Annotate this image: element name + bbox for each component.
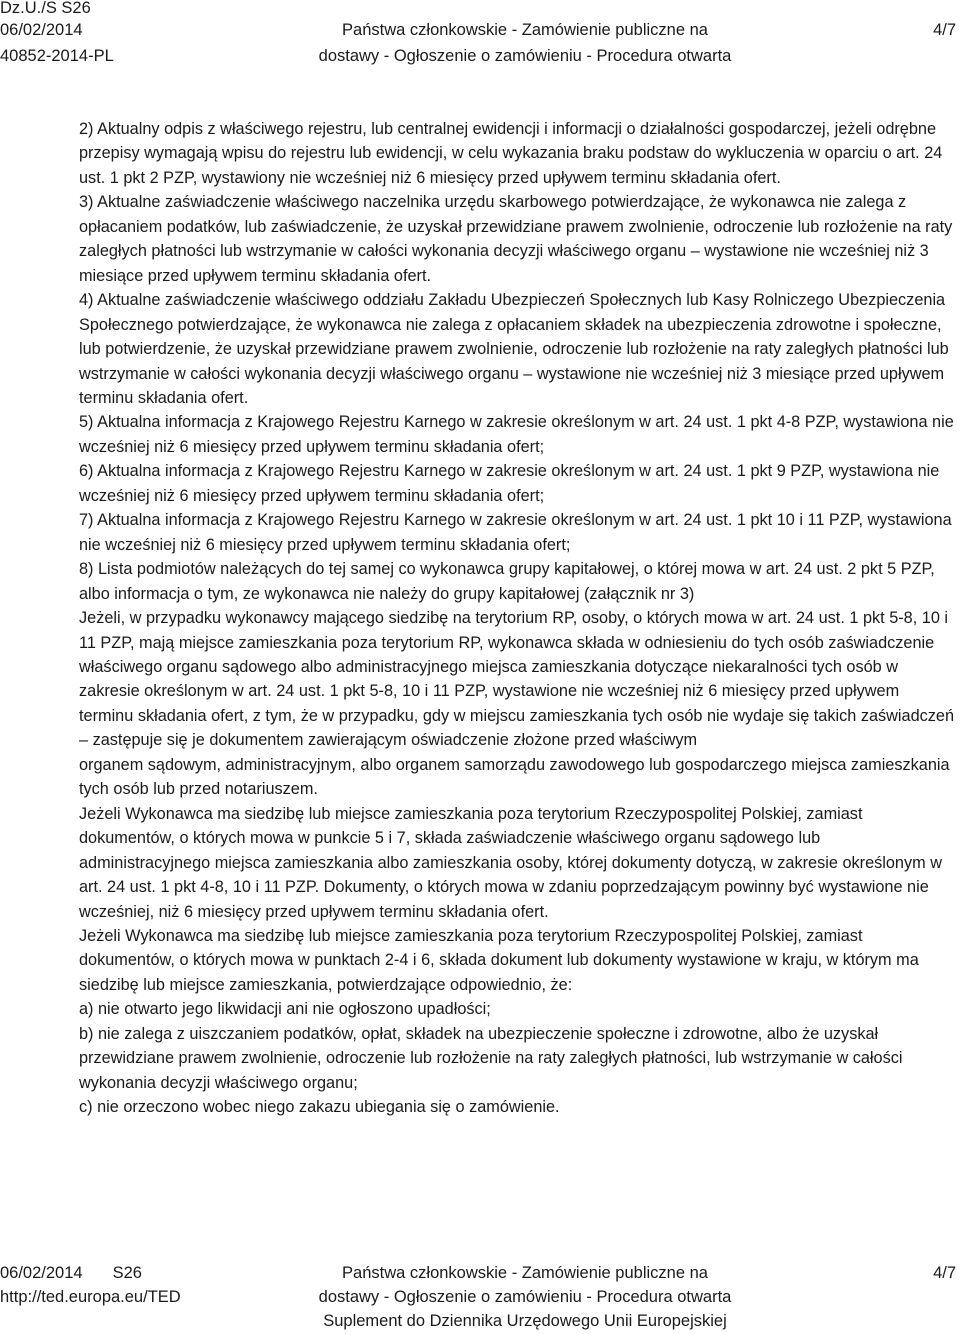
- footer-title-line2: dostawy - Ogłoszenie o zamówieniu - Procedura otwarta: [318, 1288, 732, 1306]
- footer-date: 06/02/2014: [0, 1264, 83, 1282]
- document-body: [79, 117, 955, 1120]
- paragraph: c) nie orzeczono wobec niego zakazu ubiegania się o zamówienie.: [79, 1098, 560, 1117]
- footer-page-number: 4/7: [933, 1264, 956, 1282]
- paragraph: 5) Aktualna informacja z Krajowego Rejestru Karnego w zakresie określonym w art. 24 ust. 1 pkt 4-8 PZP, wystawiona nie wcześniej niż 6 miesięcy przed upływem terminu składania ofert;: [79, 413, 954, 456]
- footer-url: http://ted.europa.eu/TED: [0, 1288, 181, 1306]
- paragraph: Jeżeli Wykonawca ma siedzibę lub miejsce zamieszkania poza terytorium Rzeczypospolitej Polskiej, zamiast dokumentów, o których mowa w punktach 2-4 i 6, składa dokument lub dokumenty wystawione w kraju, w którym ma siedzibę lub miejsce zamieszkania, potwierdzające odpowiednio, że:: [79, 926, 919, 994]
- footer-title-line1: Państwa członkowskie - Zamówienie publiczne na: [342, 1264, 708, 1282]
- paragraph: 2) Aktualny odpis z właściwego rejestru, lub centralnej ewidencji i informacji o działalności gospodarczej, jeżeli odrębne przepisy wymagają wpisu do rejestru lub ewidencji, w celu wykazania braku podstaw do wykluczenia w oparciu o art. 24 ust. 1 pkt 2 PZP, wystawiony nie wcześniej niż 6 miesięcy przed upływem terminu składania ofert.: [79, 120, 943, 187]
- footer-series: S26: [112, 1264, 142, 1282]
- header-date: 06/02/2014: [0, 21, 83, 39]
- header-title-line1: Państwa członkowskie - Zamówienie publiczne na: [342, 21, 708, 39]
- paragraph: Jeżeli Wykonawca ma siedzibę lub miejsce zamieszkania poza terytorium Rzeczypospolitej Polskiej, zamiast dokumentów, o których mowa w punkcie 5 i 7, składa zaświadczenie właściwego organu sądowego lub administracyjnego miejsca zamieszkania albo zamieszkania osoby, której dokumenty dotyczą, w zakresie określonym w art. 24 ust. 1 pkt 4-8, 10 i 11 PZP. Dokumenty, o których mowa w zdaniu poprzedzającym powinny być wystawione nie wcześniej, niż 6 miesięcy przed upływem terminu składania ofert.: [79, 804, 942, 921]
- page-footer: [0, 1262, 960, 1334]
- footer-date-series: [0, 1262, 142, 1285]
- header-title-line2: dostawy - Ogłoszenie o zamówieniu - Procedura otwarta: [318, 47, 732, 65]
- paragraph: 3) Aktualne zaświadczenie właściwego naczelnika urzędu skarbowego potwierdzające, że wykonawca nie zalega z opłacaniem podatków, lub zaświadczenie, że uzyskał przewidziane prawem zwolnienie, odroczenie lub rozłożenie na raty zaległych płatności lub wstrzymanie w całości wykonania decyzji właściwego organu – wystawione nie wcześniej niż 3 miesiące przed upływem terminu składania ofert.: [79, 193, 953, 285]
- paragraph: 8) Lista podmiotów należących do tej samej co wykonawca grupy kapitałowej, o której mowa w art. 24 ust. 2 pkt 5 PZP, albo informacja o tym, ze wykonawca nie należy do grupy kapitałowej (załącznik nr 3): [79, 560, 935, 603]
- paragraph: 4) Aktualne zaświadczenie właściwego oddziału Zakładu Ubezpieczeń Społecznych lub Kasy Rolniczego Ubezpieczenia Społecznego potwierdzające, że wykonawca nie zalega z opłacaniem składek na ubezpieczenia zdrowotne i społeczne, lub potwierdzenie, że uzyskał przewidziane prawem zwolnienie, odroczenie lub rozłożenie na raty zaległych płatności lub wstrzymanie w całości wykonania decyzji właściwego organu – wystawione nie wcześniej niż 3 miesiące przed upływem terminu składania ofert.: [79, 291, 949, 407]
- paragraph: 7) Aktualna informacja z Krajowego Rejestru Karnego w zakresie określonym w art. 24 ust. 1 pkt 10 i 11 PZP, wystawiona nie wcześniej niż 6 miesięcy przed upływem terminu składania ofert;: [79, 511, 952, 554]
- paragraph: a) nie otwarto jego likwidacji ani nie ogłoszono upadłości;: [79, 1000, 491, 1019]
- header-page-number: 4/7: [933, 21, 956, 39]
- journal-reference: Dz.U./S S26: [0, 0, 91, 17]
- footer-title-line3: Suplement do Dziennika Urzędowego Unii Europejskiej: [323, 1312, 727, 1330]
- paragraph: b) nie zalega z uiszczaniem podatków, opłat, składek na ubezpieczenie społeczne i zdrowotne, albo że uzyskał przewidziane prawem zwolnienie, odroczenie lub rozłożenie na raty zaległych płatności, lub wstrzymanie w całości wykonania decyzji właściwego organu;: [79, 1024, 903, 1092]
- document-id: 40852-2014-PL: [0, 47, 114, 65]
- paragraph: 6) Aktualna informacja z Krajowego Rejestru Karnego w zakresie określonym w art. 24 ust. 1 pkt 9 PZP, wystawiona nie wcześniej niż 6 miesięcy przed upływem terminu składania ofert;: [79, 462, 940, 505]
- paragraph: organem sądowym, administracyjnym, albo organem samorządu zawodowego lub gospodarczego miejsca zamieszkania tych osób lub przed notariuszem.: [79, 755, 950, 799]
- paragraph: Jeżeli, w przypadku wykonawcy mającego siedzibę na terytorium RP, osoby, o których mowa w art. 24 ust. 1 pkt 5-8, 10 i 11 PZP, mają miejsce zamieszkania poza terytorium RP, wykonawca składa w odniesieniu do tych osób zaświadczenie właściwego organu sądowego albo administracyjnego miejsca zamieszkania dotyczące niekaralności tych osób w zakresie określonym w art. 24 ust. 1 pkt 5-8, 10 i 11 PZP, wystawione nie wcześniej niż 6 miesięcy przed upływem terminu składania ofert, z tym, że w przypadku, gdy w miejscu zamieszkania tych osób nie wydaje się takich zaświadczeń – zastępuje się je dokumentem zawierającym oświadczenie złożone przed właściwym: [79, 609, 955, 750]
